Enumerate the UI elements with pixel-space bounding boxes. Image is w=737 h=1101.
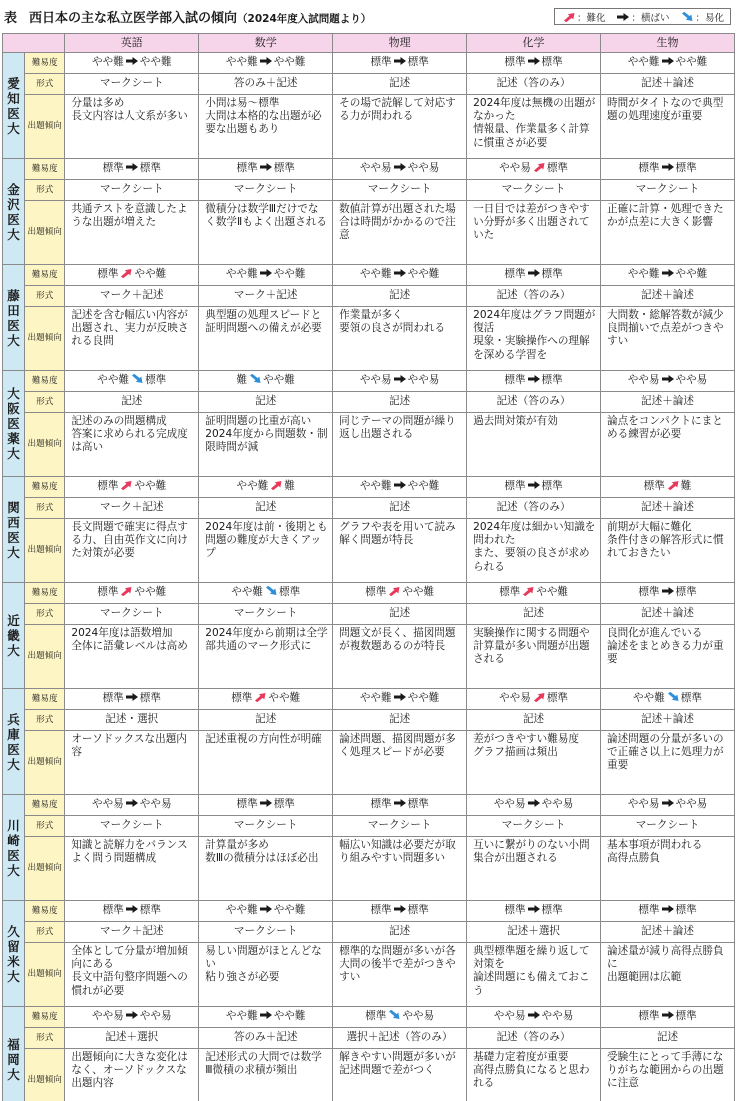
- trend-cell: 記述形式の大問では数学Ⅲ微積の求積が頻出: [199, 1049, 333, 1101]
- format-cell: 記述（答のみ）: [467, 392, 601, 413]
- right-arrow-icon: [661, 374, 675, 384]
- format-cell: マークシート: [199, 180, 333, 201]
- down-arrow-icon: [248, 374, 262, 384]
- title-main: 西日本の主な私立医学部入試の傾向: [29, 11, 238, 26]
- format-cell: 記述＋論述: [601, 392, 735, 413]
- trend-cell: 2024年度は語数増加 全体に語彙レベルは高め: [65, 625, 199, 689]
- format-cell: 記述: [65, 392, 199, 413]
- format-cell: マークシート: [467, 180, 601, 201]
- right-arrow-icon: [393, 56, 407, 66]
- trend-cell: 互いに繋がりのない小問集合が出題される: [467, 837, 601, 901]
- right-arrow-icon: [259, 1010, 273, 1020]
- difficulty-cell: やや難 やや難: [333, 477, 467, 498]
- up-arrow-icon: [119, 480, 133, 490]
- format-row: [3, 180, 735, 201]
- trend-row: [3, 731, 735, 795]
- format-cell: 記述: [601, 1028, 735, 1049]
- trend-cell: 証明問題の比重が高い2024年度から問題数・制限時間が減: [199, 413, 333, 477]
- row-label: 形式: [25, 180, 65, 201]
- legend: [554, 8, 731, 25]
- university-name: 金 沢 医 大: [3, 159, 25, 265]
- trend-cell: 計算量が多め 数Ⅲの微積分はほぼ必出: [199, 837, 333, 901]
- row-label: 出題傾向: [25, 731, 65, 795]
- up-arrow-icon: [521, 586, 535, 596]
- format-cell: マークシート: [65, 604, 199, 625]
- difficulty-cell: 標準 標準: [467, 901, 601, 922]
- difficulty-cell: 標準 標準: [333, 901, 467, 922]
- university-name: 藤 田 医 大: [3, 265, 25, 371]
- trend-cell: 問題文が長く、描図問題が複数題あるのが特長: [333, 625, 467, 689]
- row-label: 出題傾向: [25, 943, 65, 1007]
- format-row: [3, 392, 735, 413]
- difficulty-cell: やや難 難: [199, 477, 333, 498]
- format-row: [3, 286, 735, 307]
- difficulty-cell: 標準 やや難: [333, 583, 467, 604]
- difficulty-row: [3, 583, 735, 604]
- format-cell: 記述＋論述: [601, 710, 735, 731]
- right-arrow-icon: [393, 480, 407, 490]
- format-cell: 記述＋論述: [601, 922, 735, 943]
- trend-row: [3, 307, 735, 371]
- trend-cell: 時間がタイトなので典型題の処理速度が重要: [601, 95, 735, 159]
- right-arrow-icon: [661, 798, 675, 808]
- row-label: 難易度: [25, 477, 65, 498]
- subject-header: 英語: [65, 34, 199, 53]
- difficulty-cell: 標準 やや難: [65, 265, 199, 286]
- trend-cell: 論述量が減り高得点勝負に 出題範囲は広範: [601, 943, 735, 1007]
- right-arrow-icon: [527, 904, 541, 914]
- difficulty-cell: やや易 やや易: [65, 795, 199, 816]
- right-arrow-icon: [616, 12, 630, 22]
- format-cell: 記述: [333, 286, 467, 307]
- difficulty-cell: やや難 やや難: [333, 265, 467, 286]
- difficulty-cell: やや難 標準: [65, 371, 199, 392]
- up-arrow-icon: [387, 586, 401, 596]
- right-arrow-icon: [259, 904, 273, 914]
- university-name: 川 崎 医 大: [3, 795, 25, 901]
- difficulty-cell: やや難 やや難: [199, 265, 333, 286]
- trend-cell: 良問化が進んでいる 論述をまとめきる力が重要: [601, 625, 735, 689]
- difficulty-cell: やや難 やや難: [333, 689, 467, 710]
- format-row: [3, 604, 735, 625]
- format-cell: 記述: [333, 498, 467, 519]
- row-label: 形式: [25, 604, 65, 625]
- trend-cell: 数値計算が出題された場合は時間がかかるので注意: [333, 201, 467, 265]
- university-name: 愛 知 医 大: [3, 53, 25, 159]
- right-arrow-icon: [393, 374, 407, 384]
- trend-cell: グラフや表を用いて読み解く問題が特長: [333, 519, 467, 583]
- difficulty-cell: 難 やや難: [199, 371, 333, 392]
- trend-cell: 小問は易～標準 大問は本格的な出題が必要な出題もあり: [199, 95, 333, 159]
- format-row: [3, 1028, 735, 1049]
- trend-cell: 作業量が多く 要領の良さが問われる: [333, 307, 467, 371]
- row-label: 出題傾向: [25, 95, 65, 159]
- format-cell: 答のみ＋記述: [199, 1028, 333, 1049]
- difficulty-cell: やや易 やや易: [601, 795, 735, 816]
- difficulty-cell: やや易 やや易: [333, 371, 467, 392]
- trend-table: [2, 33, 735, 1101]
- right-arrow-icon: [661, 1010, 675, 1020]
- page-title: [4, 7, 371, 26]
- format-cell: 記述（答のみ）: [467, 1028, 601, 1049]
- up-arrow-icon: [253, 692, 267, 702]
- difficulty-cell: 標準 標準: [65, 159, 199, 180]
- trend-cell: 典型題の処理スピードと証明問題への備えが必要: [199, 307, 333, 371]
- trend-row: [3, 625, 735, 689]
- difficulty-cell: 標準 標準: [199, 159, 333, 180]
- format-cell: 選択＋記述（答のみ）: [333, 1028, 467, 1049]
- row-label: 難易度: [25, 159, 65, 180]
- format-cell: 記述: [333, 74, 467, 95]
- row-label: 形式: [25, 922, 65, 943]
- difficulty-cell: 標準 やや難: [199, 689, 333, 710]
- trend-cell: 記述を含む幅広い内容が出題され、実力が反映される良問: [65, 307, 199, 371]
- right-arrow-icon: [125, 798, 139, 808]
- trend-cell: 2024年度はグラフ問題が復活 現象・実験操作への理解を深める学習を: [467, 307, 601, 371]
- trend-cell: 論点をコンパクトにまとめる練習が必要: [601, 413, 735, 477]
- trend-cell: 同じテーマの問題が繰り返し出題される: [333, 413, 467, 477]
- difficulty-cell: 標準 標準: [601, 583, 735, 604]
- difficulty-row: [3, 53, 735, 74]
- difficulty-row: [3, 1007, 735, 1028]
- right-arrow-icon: [661, 162, 675, 172]
- down-arrow-icon: [680, 12, 694, 22]
- format-cell: 記述（答のみ）: [467, 498, 601, 519]
- format-cell: 記述: [333, 710, 467, 731]
- row-label: 出題傾向: [25, 413, 65, 477]
- down-arrow-icon: [130, 374, 144, 384]
- difficulty-cell: 標準 標準: [65, 689, 199, 710]
- row-label: 出題傾向: [25, 837, 65, 901]
- difficulty-cell: 標準 標準: [467, 265, 601, 286]
- legend-item: [615, 10, 669, 24]
- format-cell: 記述: [467, 604, 601, 625]
- right-arrow-icon: [527, 374, 541, 384]
- right-arrow-icon: [661, 904, 675, 914]
- row-label: 出題傾向: [25, 307, 65, 371]
- difficulty-cell: 標準 標準: [601, 1007, 735, 1028]
- trend-cell: 前期が大幅に難化 条件付きの解答形式に慣れておきたい: [601, 519, 735, 583]
- difficulty-row: [3, 159, 735, 180]
- trend-cell: 2024年度は前・後期とも問題の難度が大きくアップ: [199, 519, 333, 583]
- format-cell: マークシート: [601, 180, 735, 201]
- format-cell: マーク＋記述: [65, 922, 199, 943]
- table-label: 表: [4, 11, 18, 26]
- university-name: 大 阪 医 薬 大: [3, 371, 25, 477]
- trend-row: [3, 1049, 735, 1101]
- trend-row: [3, 95, 735, 159]
- trend-cell: 分量は多め 長文内容は人文系が多い: [65, 95, 199, 159]
- right-arrow-icon: [393, 798, 407, 808]
- format-cell: 記述＋論述: [601, 74, 735, 95]
- format-row: [3, 710, 735, 731]
- difficulty-cell: 標準 標準: [333, 53, 467, 74]
- trend-cell: 論述問題、描図問題が多く処理スピードが必要: [333, 731, 467, 795]
- up-arrow-icon: [532, 162, 546, 172]
- row-label: 形式: [25, 1028, 65, 1049]
- trend-cell: 2024年度から前期は全学部共通のマーク形式に: [199, 625, 333, 689]
- row-label: 出題傾向: [25, 625, 65, 689]
- difficulty-cell: 標準 標準: [467, 371, 601, 392]
- right-arrow-icon: [125, 904, 139, 914]
- difficulty-cell: やや易 やや易: [467, 1007, 601, 1028]
- trend-cell: 2024年度は細かい知識を問われた また、要領の良さが求められる: [467, 519, 601, 583]
- right-arrow-icon: [661, 586, 675, 596]
- difficulty-cell: やや易 標準: [467, 159, 601, 180]
- trend-cell: 実験操作に関する問題や計算量が多い問題が出題される: [467, 625, 601, 689]
- trend-row: [3, 943, 735, 1007]
- right-arrow-icon: [125, 56, 139, 66]
- trend-cell: 共通テストを意識したような出題が増えた: [65, 201, 199, 265]
- format-cell: 記述＋論述: [601, 286, 735, 307]
- format-cell: 記述＋論述: [601, 604, 735, 625]
- trend-cell: 一日目では差がつきやすい分野が多く出題されていた: [467, 201, 601, 265]
- format-cell: 記述: [333, 604, 467, 625]
- up-arrow-icon: [666, 480, 680, 490]
- format-cell: マークシート: [199, 922, 333, 943]
- format-cell: マークシート: [199, 816, 333, 837]
- trend-row: [3, 413, 735, 477]
- row-label: 難易度: [25, 53, 65, 74]
- row-label: 難易度: [25, 1007, 65, 1028]
- difficulty-cell: 標準 やや易: [333, 1007, 467, 1028]
- row-label: 形式: [25, 74, 65, 95]
- legend-item: [561, 10, 606, 24]
- difficulty-cell: やや難 やや難: [65, 53, 199, 74]
- row-label: 形式: [25, 286, 65, 307]
- format-cell: 記述・選択: [65, 710, 199, 731]
- right-arrow-icon: [527, 268, 541, 278]
- trend-cell: オーソドックスな出題内容: [65, 731, 199, 795]
- format-cell: マークシート: [199, 604, 333, 625]
- row-label: 形式: [25, 392, 65, 413]
- format-cell: マーク＋記述: [199, 286, 333, 307]
- table-header-row: [3, 34, 735, 53]
- right-arrow-icon: [661, 56, 675, 66]
- trend-row: [3, 519, 735, 583]
- right-arrow-icon: [393, 692, 407, 702]
- up-arrow-icon: [562, 12, 576, 22]
- difficulty-cell: やや難 やや難: [601, 265, 735, 286]
- title-sub: （2024年度入試問題より）: [237, 13, 372, 25]
- right-arrow-icon: [259, 268, 273, 278]
- trend-cell: 易しい問題がほとんどない 粘り強さが必要: [199, 943, 333, 1007]
- down-arrow-icon: [387, 1010, 401, 1020]
- down-arrow-icon: [666, 692, 680, 702]
- format-cell: 記述＋選択: [65, 1028, 199, 1049]
- difficulty-cell: やや難 標準: [601, 689, 735, 710]
- university-name: 関 西 医 大: [3, 477, 25, 583]
- format-cell: 記述＋論述: [601, 498, 735, 519]
- difficulty-cell: 標準 標準: [199, 795, 333, 816]
- right-arrow-icon: [393, 162, 407, 172]
- format-cell: 答のみ＋記述: [199, 74, 333, 95]
- format-cell: 記述: [333, 392, 467, 413]
- format-cell: マーク＋記述: [65, 286, 199, 307]
- format-cell: 記述: [199, 392, 333, 413]
- right-arrow-icon: [259, 798, 273, 808]
- difficulty-cell: やや難 標準: [199, 583, 333, 604]
- row-label: 難易度: [25, 689, 65, 710]
- subject-header: 化学: [467, 34, 601, 53]
- trend-cell: 過去問対策が有効: [467, 413, 601, 477]
- trend-cell: 差がつきやすい難易度 グラフ描画は頻出: [467, 731, 601, 795]
- trend-cell: 受験生にとって手薄になりがちな範囲からの出題に注意: [601, 1049, 735, 1101]
- trend-cell: 基本事項が問われる 高得点勝負: [601, 837, 735, 901]
- trend-cell: 基礎力定着度が重要 高得点勝負になると思われる: [467, 1049, 601, 1101]
- trend-cell: 全体として分量が増加傾向にある 長文中語句整序問題への慣れが必要: [65, 943, 199, 1007]
- trend-cell: 長文問題で確実に得点する力、自由英作文に向けた対策が必要: [65, 519, 199, 583]
- trend-row: [3, 201, 735, 265]
- trend-cell: 記述重視の方向性が明確: [199, 731, 333, 795]
- right-arrow-icon: [259, 56, 273, 66]
- right-arrow-icon: [125, 1010, 139, 1020]
- right-arrow-icon: [527, 480, 541, 490]
- difficulty-cell: やや易 やや易: [601, 371, 735, 392]
- format-cell: マークシート: [601, 816, 735, 837]
- right-arrow-icon: [393, 904, 407, 914]
- university-name: 久 留 米 大: [3, 901, 25, 1007]
- difficulty-cell: やや難 やや難: [199, 53, 333, 74]
- up-arrow-icon: [269, 480, 283, 490]
- difficulty-row: [3, 795, 735, 816]
- difficulty-cell: やや易 やや易: [65, 1007, 199, 1028]
- format-cell: マーク＋記述: [65, 498, 199, 519]
- difficulty-cell: やや易 やや易: [333, 159, 467, 180]
- format-row: [3, 498, 735, 519]
- trend-cell: 解きやすい問題が多いが記述問題で差がつく: [333, 1049, 467, 1101]
- difficulty-row: [3, 901, 735, 922]
- format-row: [3, 74, 735, 95]
- trend-cell: 記述のみの問題構成 答案に求められる完成度は高い: [65, 413, 199, 477]
- trend-cell: 標準的な問題が多いが各大問の後半で差がつきやすい: [333, 943, 467, 1007]
- format-cell: マークシート: [65, 74, 199, 95]
- difficulty-cell: 標準 標準: [601, 159, 735, 180]
- format-cell: マークシート: [333, 816, 467, 837]
- row-label: 形式: [25, 710, 65, 731]
- format-cell: 記述（答のみ）: [467, 74, 601, 95]
- difficulty-cell: 標準 標準: [467, 477, 601, 498]
- difficulty-cell: 標準 標準: [333, 795, 467, 816]
- format-cell: 記述: [199, 498, 333, 519]
- difficulty-cell: 標準 やや難: [467, 583, 601, 604]
- difficulty-cell: やや易 やや易: [467, 795, 601, 816]
- difficulty-cell: 標準 標準: [467, 53, 601, 74]
- trend-cell: 幅広い知識は必要だが取り組みやすい問題多い: [333, 837, 467, 901]
- down-arrow-icon: [264, 586, 278, 596]
- table-body: [3, 53, 735, 1101]
- legend-label: ：横ばい: [631, 12, 670, 24]
- format-cell: 記述（答のみ）: [467, 286, 601, 307]
- row-label: 形式: [25, 498, 65, 519]
- difficulty-cell: 標準 やや難: [65, 477, 199, 498]
- row-label: 難易度: [25, 371, 65, 392]
- row-label: 難易度: [25, 265, 65, 286]
- row-label: 出題傾向: [25, 201, 65, 265]
- difficulty-cell: やや難 やや難: [199, 1007, 333, 1028]
- difficulty-cell: やや易 標準: [467, 689, 601, 710]
- row-label: 難易度: [25, 583, 65, 604]
- legend-label: ：易化: [695, 12, 724, 24]
- row-label: 難易度: [25, 795, 65, 816]
- subject-header: 物理: [333, 34, 467, 53]
- row-label: 出題傾向: [25, 519, 65, 583]
- difficulty-row: [3, 371, 735, 392]
- trend-cell: 2024年度は無機の出題がなかった 情報量、作業量多く計算に慣重さが必要: [467, 95, 601, 159]
- trend-cell: 典型標準題を繰り返して対策を 論述問題にも備えておこう: [467, 943, 601, 1007]
- format-cell: マークシート: [333, 180, 467, 201]
- legend-item: [679, 10, 724, 24]
- right-arrow-icon: [125, 162, 139, 172]
- difficulty-cell: 標準 やや難: [65, 583, 199, 604]
- row-label: 形式: [25, 816, 65, 837]
- format-cell: 記述: [333, 922, 467, 943]
- row-label: 難易度: [25, 901, 65, 922]
- subject-header: 生物: [601, 34, 735, 53]
- header-corner: [3, 34, 65, 53]
- trend-cell: 出題傾向に大きな変化はなく、オーソドックスな出題内容: [65, 1049, 199, 1101]
- university-name: 近 畿 大: [3, 583, 25, 689]
- trend-cell: 論述問題の分量が多いので正確さ以上に処理力が重要: [601, 731, 735, 795]
- format-cell: マークシート: [65, 816, 199, 837]
- difficulty-cell: 標準 標準: [65, 901, 199, 922]
- format-cell: 記述＋選択: [467, 922, 601, 943]
- right-arrow-icon: [259, 162, 273, 172]
- difficulty-row: [3, 265, 735, 286]
- trend-cell: 微積分は数学Ⅲだけでなく数学Ⅱもよく出題される: [199, 201, 333, 265]
- format-cell: 記述: [199, 710, 333, 731]
- format-row: [3, 922, 735, 943]
- up-arrow-icon: [532, 692, 546, 702]
- trend-cell: 知識と読解力をバランスよく問う問題構成: [65, 837, 199, 901]
- trend-row: [3, 837, 735, 901]
- university-name: 福 岡 大: [3, 1007, 25, 1101]
- trend-cell: 大問数・総解答数が減少 良問揃いで点差がつきやすい: [601, 307, 735, 371]
- difficulty-row: [3, 477, 735, 498]
- right-arrow-icon: [393, 268, 407, 278]
- up-arrow-icon: [119, 268, 133, 278]
- university-name: 兵 庫 医 大: [3, 689, 25, 795]
- right-arrow-icon: [527, 798, 541, 808]
- right-arrow-icon: [527, 1010, 541, 1020]
- difficulty-cell: 標準 難: [601, 477, 735, 498]
- format-cell: マークシート: [467, 816, 601, 837]
- difficulty-cell: やや難 やや難: [199, 901, 333, 922]
- right-arrow-icon: [527, 56, 541, 66]
- right-arrow-icon: [125, 692, 139, 702]
- difficulty-row: [3, 689, 735, 710]
- difficulty-cell: やや難 やや難: [601, 53, 735, 74]
- up-arrow-icon: [119, 586, 133, 596]
- subject-header: 数学: [199, 34, 333, 53]
- format-row: [3, 816, 735, 837]
- legend-label: ：難化: [576, 12, 606, 24]
- trend-cell: その場で読解して対応する力が問われる: [333, 95, 467, 159]
- row-label: 出題傾向: [25, 1049, 65, 1101]
- difficulty-cell: 標準 標準: [601, 901, 735, 922]
- right-arrow-icon: [661, 268, 675, 278]
- header: [4, 4, 733, 30]
- trend-cell: 正確に計算・処理できたかが点差に大きく影響: [601, 201, 735, 265]
- format-cell: 記述: [467, 710, 601, 731]
- format-cell: マークシート: [65, 180, 199, 201]
